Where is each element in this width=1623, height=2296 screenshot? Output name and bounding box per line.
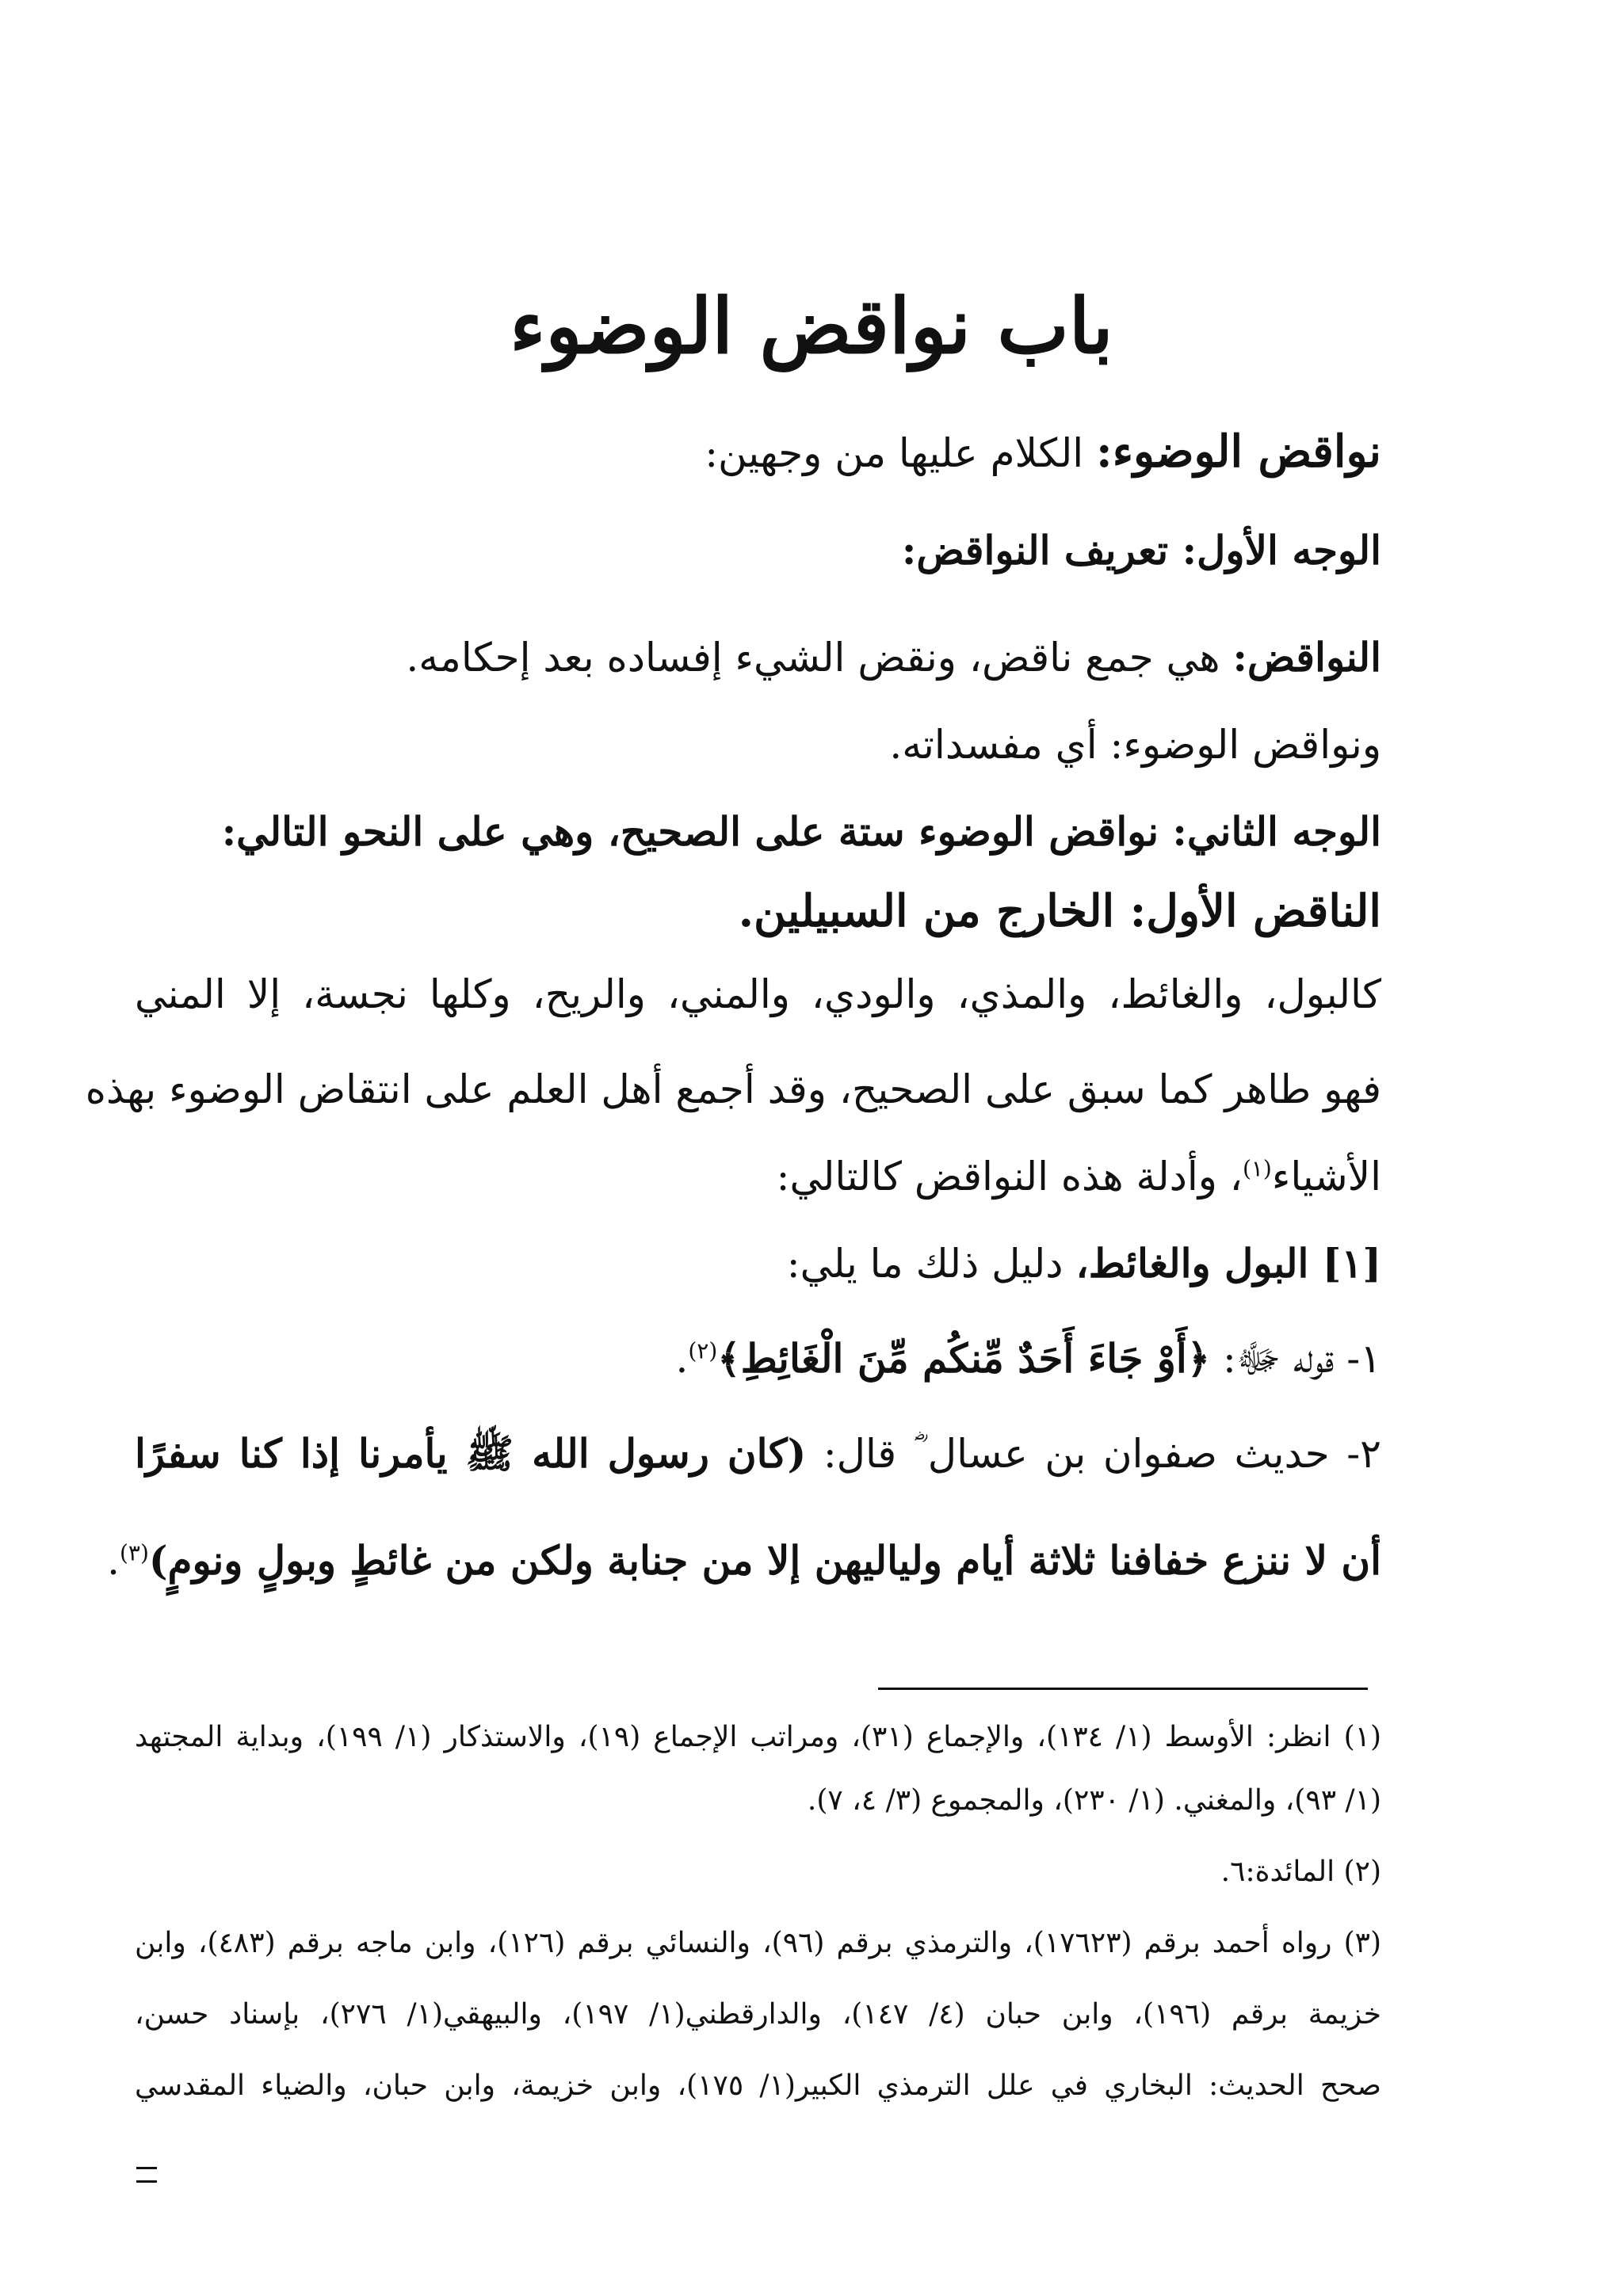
paragraph-line bbox=[135, 1236, 1381, 1291]
footnote-ref: (١) bbox=[1242, 1155, 1272, 1182]
line-text: ، وأدلة هذه النواقض كالتالي: bbox=[776, 1154, 1243, 1199]
footnote-separator bbox=[878, 1688, 1368, 1690]
paragraph-line bbox=[135, 1426, 1381, 1482]
line-text: هي جمع ناقض، ونقض الشيء إفساده بعد إحكامه. bbox=[406, 635, 1233, 681]
chapter-title: باب نواقض الوضوء bbox=[510, 281, 1113, 371]
section-heading: الوجه الثاني: نواقض الوضوء ستة على الصحيح، وهي على النحو التالي: bbox=[221, 808, 1381, 855]
footnote-ref: (٣) bbox=[119, 1539, 149, 1566]
footnote-ref: (٢) bbox=[688, 1337, 718, 1364]
paragraph-line: ونواقض الوضوء: أي مفسداته. bbox=[889, 722, 1381, 768]
footnote-line: (٢) المائدة:٦. bbox=[1220, 1855, 1381, 1888]
footnote-line: (١) انظر: الأوسط (١/ ١٣٤)، والإجماع (٣١)، ومراتب الإجماع (١٩)، والاستذكار (١/ ١٩٩)، وبداية المجتهد bbox=[135, 1721, 1382, 1753]
line-text: ١- قوله ﷻ: bbox=[1210, 1336, 1381, 1382]
footnote-line: (١/ ٩٣)، والمغني. (١/ ٢٣٠)، والمجموع (٣/ ٤، ٧). bbox=[807, 1784, 1381, 1817]
paragraph-line: كالبول، والغائط، والمذي، والودي، والمني، والريح، وكلها نجسة، إلا المني bbox=[135, 971, 1381, 1017]
paragraph-line bbox=[135, 1149, 1381, 1204]
line-text: الكلام عليها من وجهين: bbox=[705, 430, 1097, 476]
hadith-text: (كان رسول الله ﷺ يأمرنا إذا كنا سفرًا bbox=[135, 1430, 807, 1477]
line-text: . bbox=[675, 1336, 689, 1382]
footnote-line: خزيمة برقم (١٩٦)، وابن حبان (٤/ ١٤٧)، والدارقطني(١/ ١٩٧)، والبيهقي(١/ ٢٧٦)، بإسناد حسن، bbox=[135, 1998, 1382, 2031]
paragraph-line: فهو طاهر كما سبق على الصحيح، وقد أجمع أهل العلم على انتقاض الوضوء بهذه bbox=[85, 1066, 1381, 1112]
item-heading: [١] البول والغائط، bbox=[1075, 1240, 1381, 1287]
term-heading: نواقض الوضوء: bbox=[1096, 425, 1381, 478]
paragraph-line bbox=[135, 630, 1381, 685]
footnote-line: صحح الحديث: البخاري في علل الترمذي الكبير(١/ ١٧٥)، وابن خزيمة، وابن حبان، والضياء المقدسي bbox=[135, 2069, 1381, 2102]
section-heading: الوجه الأول: تعريف النواقض: bbox=[901, 527, 1381, 574]
quran-verse: ﴿أَوْ جَاءَ أَحَدٌ مِّنكُم مِّنَ الْغَائِطِ﴾ bbox=[717, 1335, 1211, 1382]
footnote-line: (٣) رواه أحمد برقم (١٧٦٢٣)، والترمذي برقم (٩٦)، والنسائي برقم (١٢٦)، وابن ماجه برقم (٤٨٣)، وابن bbox=[135, 1927, 1382, 1959]
subsection-heading: الناقض الأول: الخارج من السبيلين. bbox=[738, 885, 1381, 937]
line-text: دليل ذلك ما يلي: bbox=[786, 1241, 1076, 1287]
paragraph-line bbox=[107, 1533, 1381, 1589]
line-text: ٢- حديث صفوان بن عسال ؓ قال: bbox=[806, 1431, 1381, 1477]
line-text: الأشياء bbox=[1271, 1154, 1381, 1199]
paragraph-line bbox=[135, 1331, 1381, 1386]
term-heading: النواقض: bbox=[1232, 634, 1381, 681]
hadith-text: أن لا ننزع خفافنا ثلاثة أيام ولياليهن إلا من جنابة ولكن من غائطٍ وبولٍ ونومٍ) bbox=[148, 1537, 1381, 1584]
continuation-mark bbox=[136, 2167, 157, 2183]
line-text: . bbox=[107, 1538, 120, 1584]
paragraph-line bbox=[135, 424, 1381, 481]
